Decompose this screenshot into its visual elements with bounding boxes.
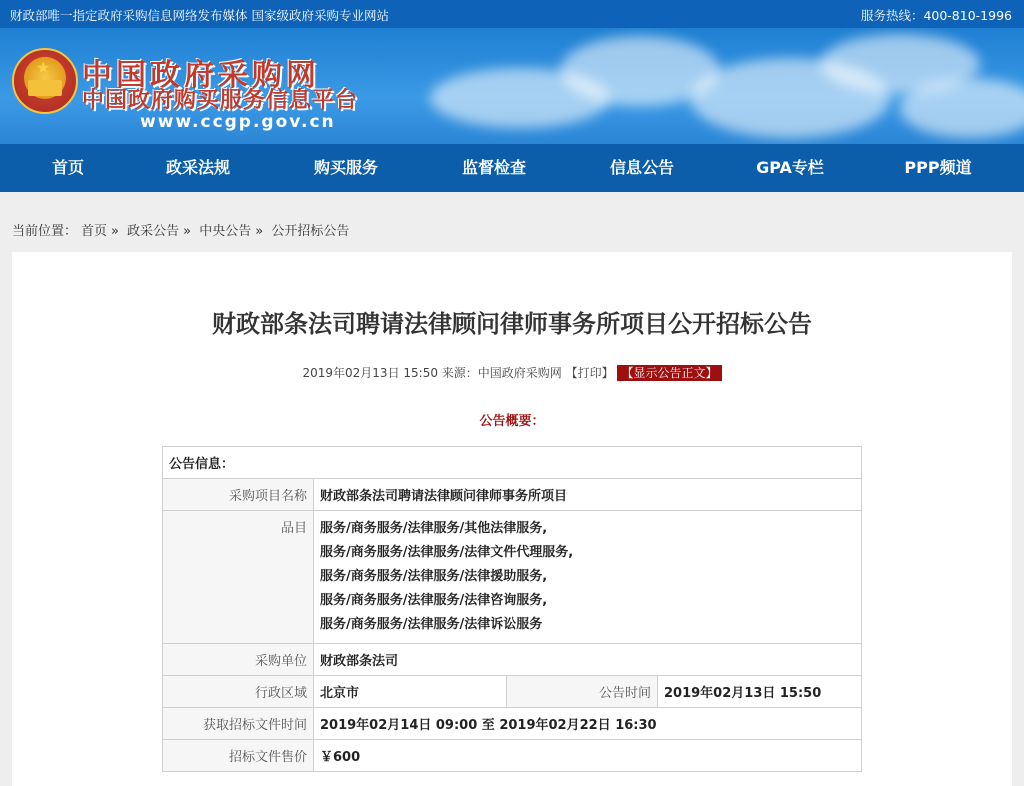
breadcrumb-gov-notice[interactable]: 政采公告 — [127, 224, 180, 239]
nav-purchase-service[interactable]: 购买服务 — [313, 158, 378, 177]
table-row — [163, 447, 862, 479]
article-date: 2019年02月13日 15:50 — [302, 366, 438, 380]
table-row — [163, 511, 862, 644]
nav-ppp[interactable]: PPP频道 — [904, 158, 972, 177]
nav-gpa[interactable]: GPA专栏 — [756, 158, 824, 177]
nav-announcements[interactable]: 信息公告 — [609, 158, 674, 177]
buyer-label: 采购单位 — [163, 644, 314, 676]
nav-regulations[interactable]: 政采法规 — [165, 158, 230, 177]
items-label: 品目 — [163, 511, 314, 644]
main-nav — [0, 144, 1024, 192]
doc-time-label: 获取招标文件时间 — [163, 708, 314, 740]
article-source: 来源：中国政府采购网 — [441, 366, 562, 380]
breadcrumb-central-notice[interactable]: 中央公告 — [199, 224, 252, 239]
site-title: 中国政府采购网 — [82, 58, 320, 93]
print-link[interactable]: 【打印】 — [565, 366, 614, 380]
table-row — [163, 708, 862, 740]
breadcrumb-separator: » — [255, 224, 264, 239]
top-info-bar — [0, 0, 1024, 28]
breadcrumb-open-tender[interactable]: 公开招标公告 — [271, 224, 350, 239]
site-url: www.ccgp.gov.cn — [140, 112, 336, 132]
notice-time-label: 公告时间 — [507, 676, 658, 708]
list-item: 服务/商务服务/法律服务/法律援助服务, — [320, 569, 548, 584]
article-meta — [12, 364, 1012, 381]
service-hotline: 服务热线：400-810-1996 — [860, 8, 1012, 23]
doc-time-value: 2019年02月14日 09:00 至 2019年02月22日 16:30 — [314, 708, 862, 740]
article-title: 财政部条法司聘请法律顾问律师事务所项目公开招标公告 — [212, 310, 812, 338]
header-banner — [0, 28, 1024, 144]
project-name-label: 采购项目名称 — [163, 479, 314, 511]
buyer-value: 财政部条法司 — [314, 644, 862, 676]
article-panel — [12, 252, 1012, 786]
nav-home[interactable]: 首页 — [51, 158, 84, 177]
announcement-info-table — [162, 446, 862, 772]
national-emblem-icon: ★ — [12, 48, 78, 114]
breadcrumb — [12, 220, 353, 239]
list-item: 服务/商务服务/法律服务/法律文件代理服务, — [320, 545, 574, 560]
table-row — [163, 676, 862, 708]
region-label: 行政区域 — [163, 676, 314, 708]
list-item: 服务/商务服务/法律服务/其他法律服务, — [320, 521, 548, 536]
region-value: 北京市 — [314, 676, 507, 708]
show-full-text-button[interactable]: 【显示公告正文】 — [617, 365, 721, 381]
nav-supervision[interactable]: 监督检查 — [461, 158, 526, 177]
summary-label: 公告概要： — [479, 414, 545, 429]
items-value — [314, 511, 862, 644]
list-item: 服务/商务服务/法律服务/法律诉讼服务 — [320, 617, 543, 632]
project-name-value: 财政部条法司聘请法律顾问律师事务所项目 — [314, 479, 862, 511]
table-header: 公告信息： — [163, 447, 862, 479]
breadcrumb-separator: » — [111, 224, 119, 239]
table-row — [163, 479, 862, 511]
breadcrumb-separator: » — [183, 224, 192, 239]
notice-time-value: 2019年02月13日 15:50 — [658, 676, 862, 708]
doc-price-label: 招标文件售价 — [163, 740, 314, 772]
breadcrumb-home[interactable]: 首页 — [81, 224, 108, 239]
site-subtitle: 中国政府购买服务信息平台 — [82, 88, 359, 113]
breadcrumb-prefix: 当前位置： — [12, 224, 78, 239]
list-item: 服务/商务服务/法律服务/法律咨询服务, — [320, 593, 548, 608]
site-tagline: 财政部唯一指定政府采购信息网络发布媒体 国家级政府采购专业网站 — [10, 8, 389, 23]
table-row — [163, 740, 862, 772]
doc-price-value: ￥600 — [314, 740, 862, 772]
table-row — [163, 644, 862, 676]
